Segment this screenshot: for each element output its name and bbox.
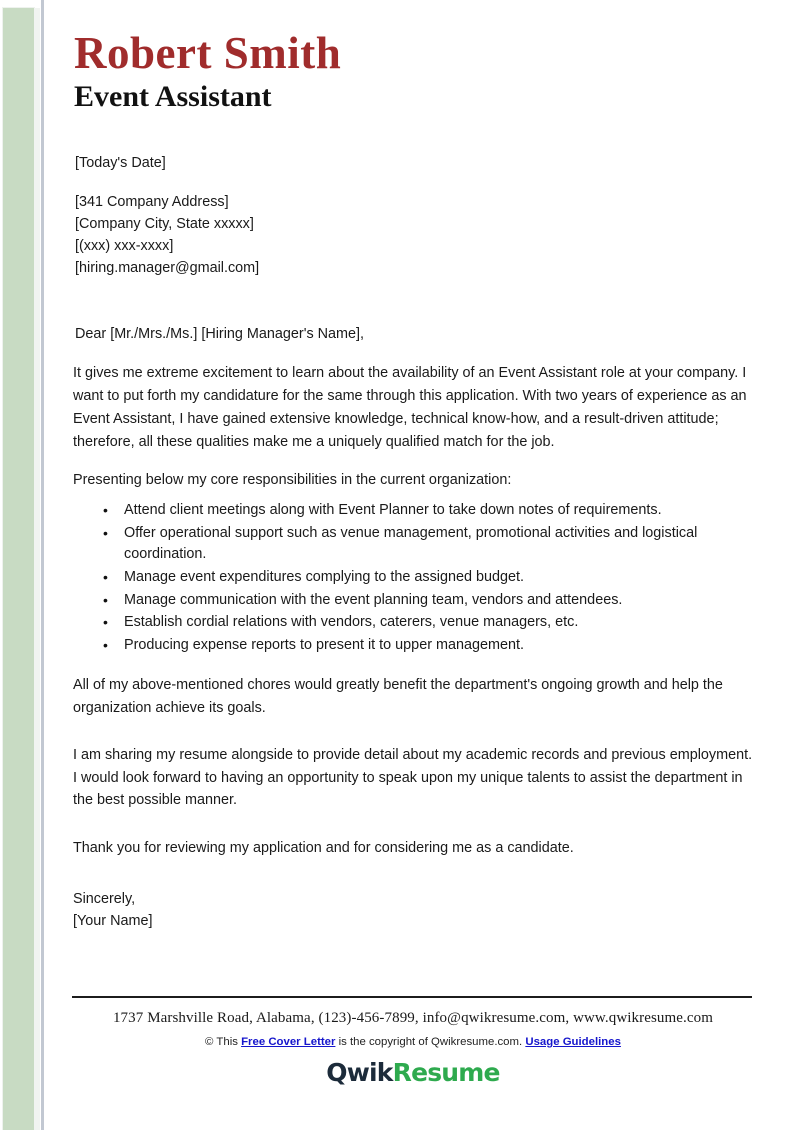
signature-block xyxy=(73,888,754,933)
recipient-address-line: [341 Company Address] xyxy=(75,194,229,211)
list-item xyxy=(72,500,754,522)
list-item-text: Establish cordial relations with vendors, caterers, venue managers, etc. xyxy=(124,614,579,631)
date-line: [Today's Date] xyxy=(75,154,166,171)
body-paragraph-4: Thank you for reviewing my application and for considering me as a candidate. xyxy=(73,840,574,857)
sidebar-divider-line xyxy=(41,0,44,1130)
list-item xyxy=(72,635,754,657)
bullet-icon: • xyxy=(103,636,108,653)
footer-contact-line: 1737 Marshville Road, Alabama, (123)-456-7899, info@qwikresume.com, www.qwikresume.com xyxy=(112,1010,714,1026)
list-item xyxy=(72,612,754,634)
salutation: Dear [Mr./Mrs./Ms.] [Hiring Manager's Name], xyxy=(75,325,365,342)
applicant-name: Robert Smith xyxy=(74,28,342,78)
footer-divider xyxy=(72,996,752,998)
logo-text-resume: Resume xyxy=(392,1058,500,1087)
sidebar-light-edge xyxy=(34,8,40,1130)
applicant-job-title: Event Assistant xyxy=(74,79,272,113)
free-cover-letter-link[interactable]: Free Cover Letter xyxy=(241,1036,336,1048)
copyright-prefix: © This xyxy=(205,1036,242,1048)
list-item xyxy=(72,523,754,566)
footer-copyright-line xyxy=(72,1036,754,1048)
list-item xyxy=(72,590,754,612)
qwikresume-logo xyxy=(72,1060,754,1085)
list-item-text: Producing expense reports to present it to upper management. xyxy=(124,636,524,653)
list-item xyxy=(72,567,754,589)
body-paragraph-2: All of my above-mentioned chores would greatly benefit the department's ongoing growth and help the organization achieve its goals. xyxy=(73,677,723,717)
bullet-icon: • xyxy=(103,614,108,631)
signature-name: [Your Name] xyxy=(73,913,153,930)
copyright-middle: is the copyright of Qwikresume.com. xyxy=(335,1036,526,1048)
body-paragraph-1: It gives me extreme excitement to learn about the availability of an Event Assistant role at your company. I want to put forth my candidature for the same through this application. With two years of experience as an Event Assistant, I have gained extensive knowledge, technical know-how, and a result-driven attitude; therefore, all these qualities make me a uniquely qualified match for the job. xyxy=(73,365,747,450)
recipient-address-block xyxy=(75,192,754,280)
list-item-text: Manage communication with the event planning team, vendors and attendees. xyxy=(124,591,623,608)
bullet-icon: • xyxy=(103,568,108,585)
list-item-text: Offer operational support such as venue management, promotional activities and logistical coordination. xyxy=(124,524,698,563)
usage-guidelines-link[interactable]: Usage Guidelines xyxy=(525,1036,621,1048)
left-sidebar xyxy=(0,0,45,1130)
page-footer xyxy=(72,996,754,1085)
sign-off: Sincerely, xyxy=(73,890,136,907)
list-item-text: Attend client meetings along with Event Planner to take down notes of requirements. xyxy=(124,502,662,519)
sidebar-green-band xyxy=(3,8,34,1130)
bullet-icon: • xyxy=(103,502,108,519)
body-paragraph-3: I am sharing my resume alongside to provide detail about my academic records and previous employment. I would look forward to having an opportunity to speak upon my unique talents to assist the department in the best possible manner. xyxy=(73,746,753,809)
duties-intro: Presenting below my core responsibilities in the current organization: xyxy=(73,472,512,489)
list-item-text: Manage event expenditures complying to the assigned budget. xyxy=(124,568,525,585)
duties-list xyxy=(72,500,754,656)
bullet-icon: • xyxy=(103,591,108,608)
recipient-city-line: [Company City, State xxxxx] xyxy=(75,216,254,233)
recipient-phone-line: [(xxx) xxx-xxxx] xyxy=(75,238,174,255)
bullet-icon: • xyxy=(103,524,108,541)
letter-body xyxy=(72,113,754,933)
recipient-email-line: [hiring.manager@gmail.com] xyxy=(75,259,260,276)
letter-content xyxy=(72,0,754,1130)
letter-header xyxy=(72,0,754,113)
logo-text-qwik: Qwik xyxy=(326,1058,393,1087)
